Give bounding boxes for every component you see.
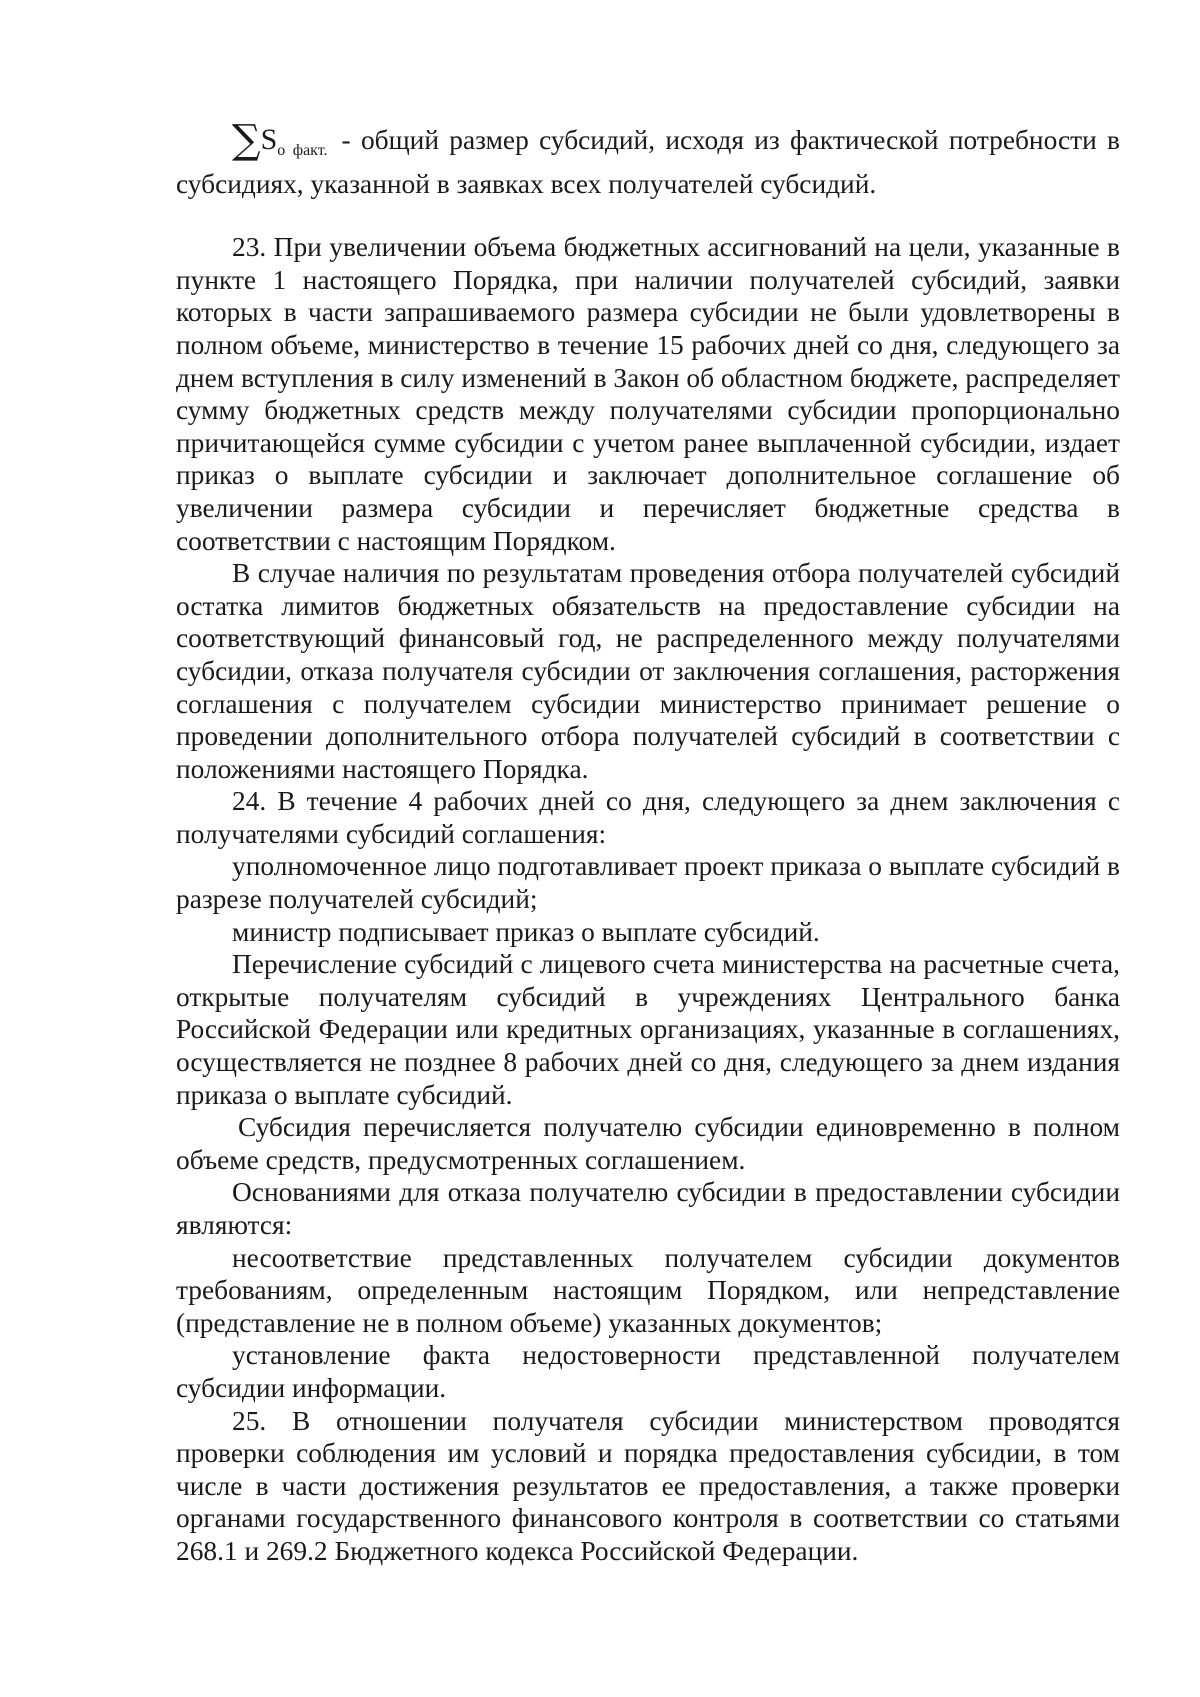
formula-description: - общий размер субсидий, исходя из фактической потребности в субсидиях, указанной в заявках всех получателей субсидий. bbox=[176, 125, 1120, 199]
paragraph-24-item-order-draft: уполномоченное лицо подготавливает проект приказа о выплате субсидий в разрезе получателей субсидий; bbox=[176, 851, 1120, 915]
sum-symbol: ∑ bbox=[232, 117, 261, 163]
paragraph-24-item-minister-signs: министр подписывает приказ о выплате субсидий. bbox=[232, 916, 820, 947]
formula-definition bbox=[176, 117, 1120, 200]
paragraph-25: 25. В отношении получателя субсидии министерством проводятся проверки соблюдения им условий и порядка предоставления субсидии, в том числе в части достижения результатов ее предоставления, а также проверки органами государственного финансового контроля в соответствии со статьями 268.1 и 269.2 Бюджетного кодекса Российской Федерации. bbox=[176, 1405, 1120, 1566]
paragraph-transfer-terms: Перечисление субсидий с лицевого счета министерства на расчетные счета, открытые получателям субсидий в учреждениях Центрального банка Российской Федерации или кредитных организациях, указанные в соглашениях, осуществляется не позднее 8 рабочих дней со дня, следующего за днем издания приказа о выплате субсидий. bbox=[176, 949, 1120, 1110]
paragraph-refusal-item-documents: несоответствие представленных получателем субсидии документов требованиям, определенным настоящим Порядком, или непредставление (представление не в полном объеме) указанных документов; bbox=[176, 1242, 1120, 1338]
paragraph-refusal-grounds: Основаниями для отказа получателю субсидии в предоставлении субсидии являются: bbox=[176, 1177, 1120, 1240]
document-page bbox=[176, 117, 1120, 1568]
paragraph-24: 24. В течение 4 рабочих дней со дня, следующего за днем заключения с получателями субсидий соглашения: bbox=[176, 786, 1120, 849]
paragraph-additional-selection: В случае наличия по результатам проведения отбора получателей субсидий остатка лимитов бюджетных обязательств на предоставление субсидии на соответствующий финансовый год, не распределенного между получателями субсидии, отказа получателя субсидии от заключения соглашения, расторжения соглашения с получателем субсидии министерство принимает решение о проведении дополнительного отбора получателей субсидий в соответствии с положениями настоящего Порядка. bbox=[176, 558, 1120, 784]
paragraph-23: 23. При увеличении объема бюджетных ассигнований на цели, указанные в пункте 1 настоящего Порядка, при наличии получателей субсидий, заявки которых в части запрашиваемого размера субсидии не были удовлетворены в полном объеме, министерство в течение 15 рабочих дней со дня, следующего за днем вступления в силу изменений в Закон об областном бюджете, распределяет сумму бюджетных средств между получателями субсидии пропорционально причитающейся сумме субсидии с учетом ранее выплаченной субсидии, издает приказ о выплате субсидии и заключает дополнительное соглашение об увеличении размера субсидии и перечисляет бюджетные средства в соответствии с настоящим Порядком. bbox=[176, 232, 1120, 556]
formula-subscript: о факт. bbox=[277, 142, 328, 159]
paragraph-lump-sum: Субсидия перечисляется получателю субсидии единовременно в полном объеме средств, предусмотренных соглашением. bbox=[176, 1112, 1120, 1175]
paragraph-gap bbox=[176, 200, 1120, 231]
paragraph-refusal-item-false-info: установление факта недостоверности представленной получателем субсидии информации. bbox=[176, 1340, 1120, 1403]
formula-variable: S bbox=[260, 123, 278, 156]
